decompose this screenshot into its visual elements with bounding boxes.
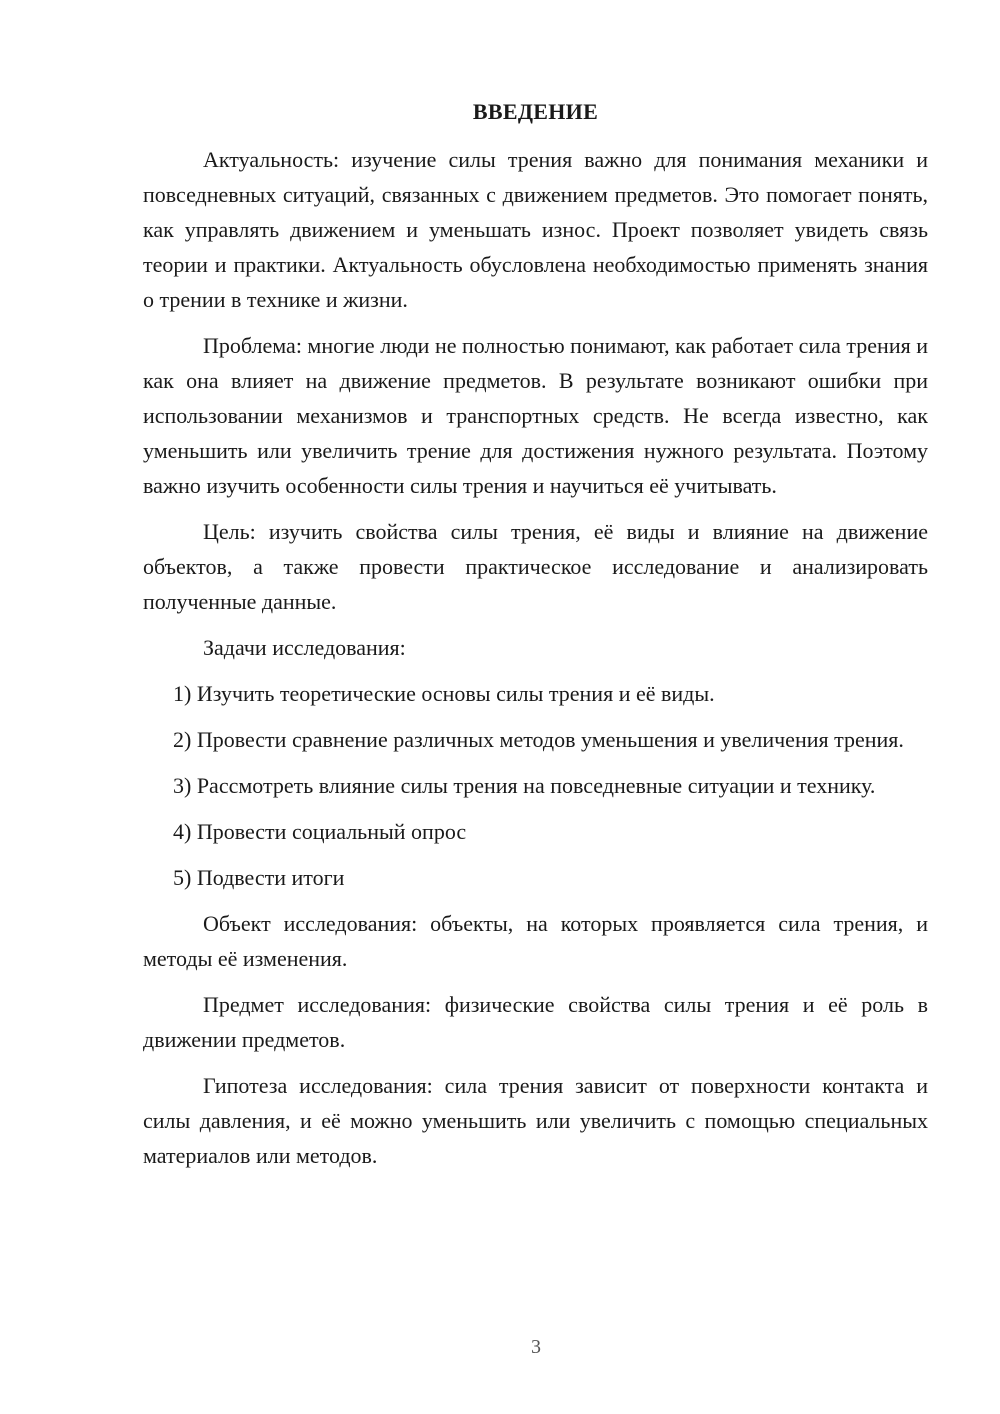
task-item: 1) Изучить теоретические основы силы трения и её виды. xyxy=(173,681,715,706)
paragraph-object: Объект исследования: объекты, на которых проявляется сила трения, и методы её изменения. xyxy=(143,911,928,971)
task-item: 2) Провести сравнение различных методов уменьшения и увеличения трения. xyxy=(173,727,904,752)
task-item: 5) Подвести итоги xyxy=(173,865,345,890)
page-title: ВВЕДЕНИЕ xyxy=(472,99,599,124)
task-item: 3) Рассмотреть влияние силы трения на повседневные ситуации и технику. xyxy=(173,773,876,798)
paragraph-problem: Проблема: многие люди не полностью понимают, как работает сила трения и как она влияет на движение предметов. В результате возникают ошибки при использовании механизмов и транспортных средств. Не всегда известно, как уменьшить или увеличить трение для достижения нужного результата. Поэтому важно изучить особенности силы трения и научиться её учитывать. xyxy=(143,333,928,498)
paragraph-relevance: Актуальность: изучение силы трения важно для понимания механики и повседневных ситуаций, связанных с движением предметов. Это помогает понять, как управлять движением и уменьшать износ. Проект позволяет увидеть связь теории и практики. Актуальность обусловлена необходимостью применять знания о трении в технике и жизни. xyxy=(143,147,928,312)
page-number: 3 xyxy=(531,1336,541,1358)
tasks-heading: Задачи исследования: xyxy=(203,635,406,660)
paragraph-hypothesis: Гипотеза исследования: сила трения зависит от поверхности контакта и силы давления, и её можно уменьшить или увеличить с помощью специальных материалов или методов. xyxy=(143,1073,928,1168)
document-body xyxy=(143,142,928,1184)
task-item: 4) Провести социальный опрос xyxy=(173,819,467,844)
paragraph-goal: Цель: изучить свойства силы трения, её виды и влияние на движение объектов, а также провести практическое исследование и анализировать полученные данные. xyxy=(143,519,928,614)
paragraph-subject: Предмет исследования: физические свойства силы трения и её роль в движении предметов. xyxy=(143,992,928,1052)
